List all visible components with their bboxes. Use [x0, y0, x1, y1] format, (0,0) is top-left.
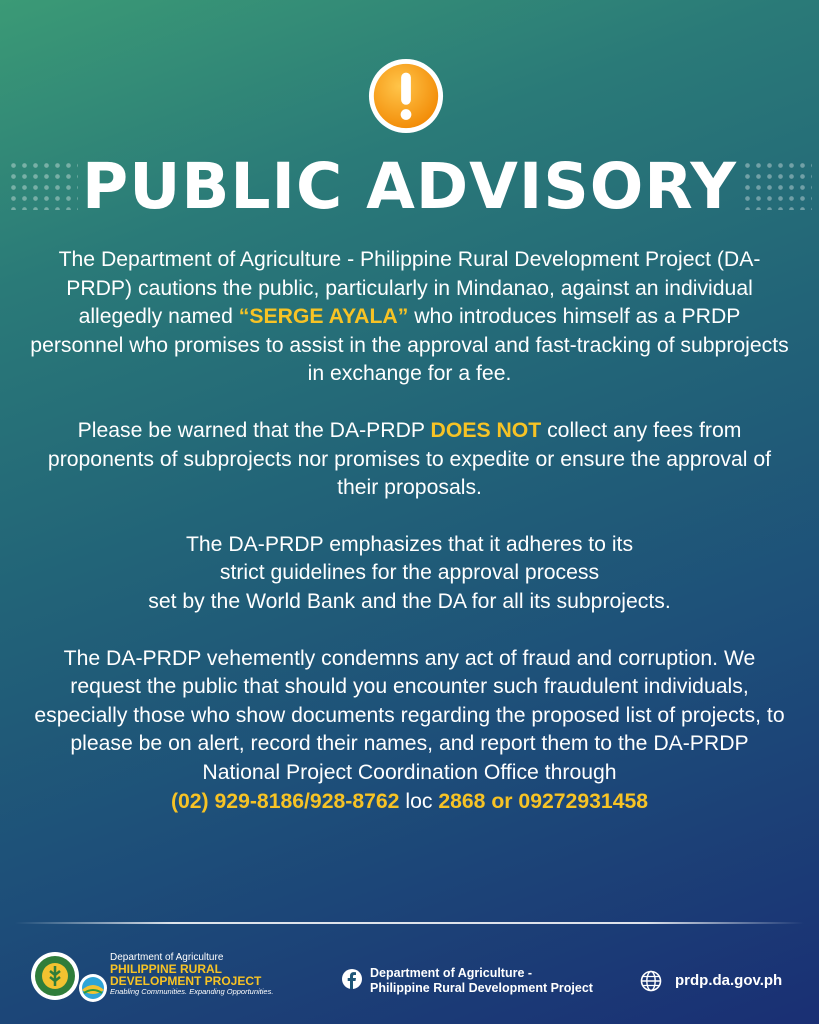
org-project-line2: DEVELOPMENT PROJECT	[110, 974, 262, 988]
phone-numbers: (02) 929-8186/928-8762	[170, 789, 400, 813]
da-seal-logo	[31, 944, 111, 1006]
paragraph-no-fees: Please be warned that the DA-PRDP DOES NOT collect any fees from proponents of subprojects nor promises to expedite or ensure the approval of their proposals.	[47, 418, 772, 500]
org-project-line1: PHILIPPINE RURAL	[110, 962, 223, 976]
paragraph-warning: The Department of Agriculture - Philippine Rural Development Project (DA-PRDP) cautions the public, particularly in Mindanao, against an individual allegedly named “SERGE AYALA” who introduces himself as a PRDP personnel who promises to assist in the approval and fast-tracking of subprojects in exchange for a fee.	[30, 248, 789, 386]
footer-divider	[15, 922, 804, 924]
paragraph-guidelines: The DA-PRDP emphasizes that it adheres to its strict guidelines for the approval process set by the World Bank and the DA for all its subprojects.	[148, 532, 671, 613]
advisory-title: PUBLIC ADVISORY	[82, 150, 737, 223]
facebook-icon[interactable]	[342, 969, 362, 989]
org-tagline: Enabling Communities. Expanding Opportunities.	[110, 987, 274, 996]
advisory-body	[30, 246, 789, 844]
suspect-name: “SERGE AYALA”	[238, 305, 409, 329]
globe-icon	[640, 970, 662, 992]
paragraph-report: The DA-PRDP vehemently condemns any act of fraud and corruption. We request the public that should you encounter such fraudulent individuals, especially those who show documents regarding the proposed list of projects, to please be on alert, record their names, and report them to the DA-PRDP National Project Coordination Office through (02) 929-8186/928-8762 loc 2868 or 09272931458	[34, 646, 785, 813]
prdp-logo	[110, 952, 273, 997]
org-department: Department of Agriculture	[110, 952, 224, 963]
does-not-emphasis: DOES NOT	[430, 418, 542, 442]
exclamation-alert-icon	[367, 57, 445, 135]
phone-local: 2868 or 09272931458	[438, 789, 649, 813]
facebook-page-link[interactable]: Department of Agriculture - Philippine Rural Development Project	[370, 966, 593, 995]
website-link[interactable]: prdp.da.gov.ph	[675, 972, 783, 989]
